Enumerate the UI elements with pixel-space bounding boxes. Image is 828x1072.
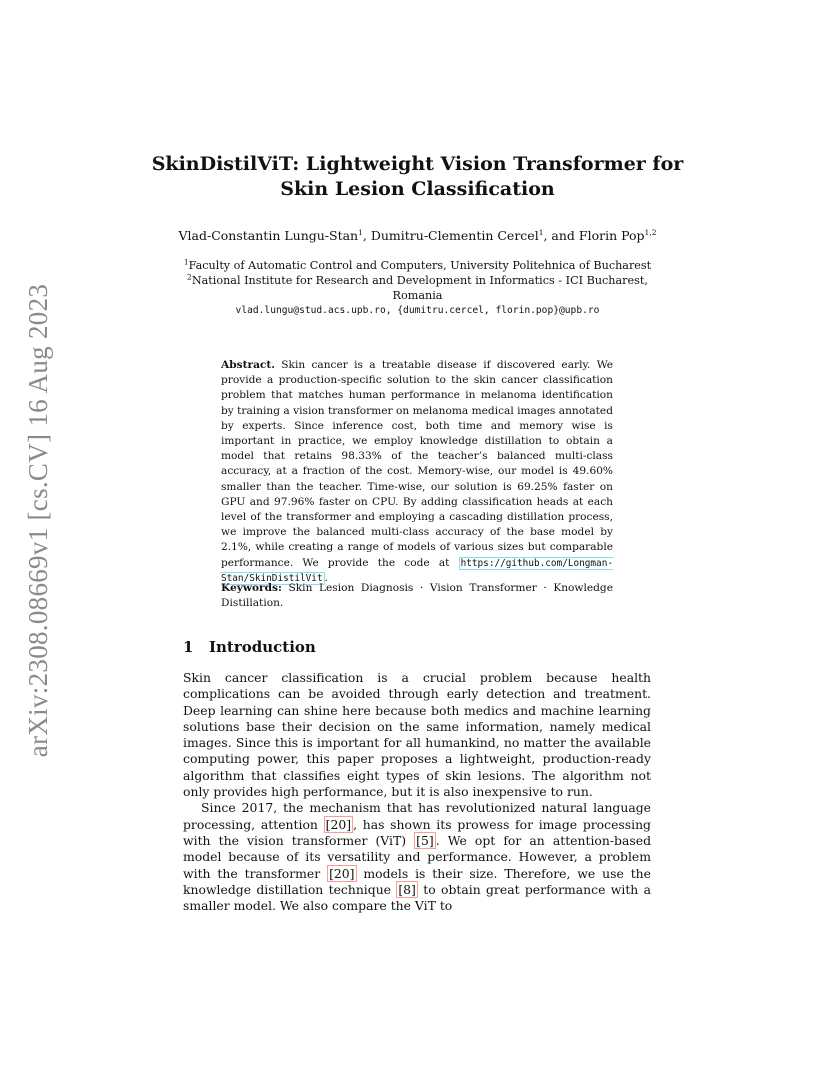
keywords-label: Keywords: xyxy=(221,582,282,594)
intro-paragraph-2 xyxy=(183,800,651,914)
author-3-affil: 1,2 xyxy=(644,227,657,237)
intro-paragraph-1: Skin cancer classification is a crucial problem because health complications can be avoided through early detection and treatment. Deep learning can shine here because both medics and machine learning solutions base their decision on the same information, namely medical images. Since this is important for all humankind, no matter the available computing power, this paper proposes a lightweight, production-ready algorithm that classifies eight types of skin lesions. The algorithm not only provides high performance, but it is also inexpensive to run. xyxy=(183,670,651,800)
arxiv-identifier-text: arXiv:2308.08669v1 [cs.CV] 16 Aug 2023 xyxy=(23,283,54,757)
paper-title xyxy=(150,152,685,202)
author-3: Florin Pop xyxy=(578,228,645,243)
affiliation-1 xyxy=(150,258,685,273)
intro-p2-text: . We opt for an attention-based model because of its versatility and performance. However, a problem with the transformer xyxy=(183,832,651,881)
abstract xyxy=(221,358,613,586)
introduction-body xyxy=(183,670,651,914)
citation-link[interactable]: [5] xyxy=(416,832,434,848)
section-title: Introduction xyxy=(209,638,316,656)
intro-p2-text: , has shown its prowess for image processing with the vision transformer (ViT) xyxy=(183,816,651,848)
citation-link[interactable]: [20] xyxy=(325,816,352,832)
author-emails: vlad.lungu@stud.acs.upb.ro, {dumitru.cercel, florin.pop}@upb.ro xyxy=(235,305,600,316)
author-2: Dumitru-Clementin Cercel xyxy=(370,228,539,243)
keywords-text: Skin Lesion Diagnosis · Vision Transformer · Knowledge Distillation. xyxy=(221,582,613,610)
citation-link[interactable]: [20] xyxy=(329,865,355,881)
affiliation-1-text: Faculty of Automatic Control and Computers, University Politehnica of Bucharest xyxy=(188,259,652,272)
intro-p2-text: models is their size. Therefore, we use the knowledge distillation technique xyxy=(183,865,651,897)
title-line-2: Skin Lesion Classification xyxy=(280,178,555,200)
section-number: 1 xyxy=(183,638,194,656)
author-separator: , and xyxy=(543,228,579,243)
section-heading xyxy=(183,638,316,656)
affiliation-2-text: National Institute for Research and Development in Informatics - ICI Bucharest, xyxy=(191,274,648,287)
author-list xyxy=(150,228,685,244)
abstract-end: . xyxy=(324,571,328,584)
intro-p2-text: to obtain great performance with a smaller model. We also compare the ViT to xyxy=(183,881,651,914)
affiliation-2-continued: Romania xyxy=(392,289,443,302)
intro-p2-text: Since 2017, the mechanism that has revolutionized natural language processing, attention xyxy=(183,800,651,832)
abstract-label: Abstract. xyxy=(221,359,275,371)
author-2-affil: 1 xyxy=(538,227,544,237)
author-1-affil: 1 xyxy=(358,227,363,237)
author-separator: , xyxy=(362,228,371,243)
affiliation-2 xyxy=(150,273,685,288)
abstract-text: Skin cancer is a treatable disease if discovered early. We provide a production-specific solution to the skin cancer classification problem that matches human performance in melanoma identification by training a vision transformer on melanoma medical images annotated by experts. Since inference cost, both time and memory wise is important in practice, we employ knowledge distillation to obtain a model that retains 98.33% of the teacher’s balanced multi-class accuracy, at a fraction of the cost. Memory-wise, our model is 49.60% smaller than the teacher. Time-wise, our solution is 69.25% faster on GPU and 97.96% faster on CPU. By adding classification heads at each level of the transformer and employing a cascading distillation process, we improve the balanced multi-class accuracy of the base model by 2.1%, while creating a range of models of various sizes but comparable performance. We provide the code at xyxy=(221,359,613,569)
keywords xyxy=(221,581,613,611)
author-1: Vlad-Constantin Lungu-Stan xyxy=(178,228,359,243)
affiliation-2-mark: 2 xyxy=(187,272,192,282)
affiliation-1-mark: 1 xyxy=(183,257,189,267)
citation-link[interactable]: [8] xyxy=(398,881,416,897)
arxiv-identifier xyxy=(18,280,60,760)
affiliations xyxy=(150,258,685,318)
code-repository-link[interactable]: https://github.com/Longman-Stan/SkinDistilVit xyxy=(221,557,613,584)
title-line-1: SkinDistilViT: Lightweight Vision Transformer for xyxy=(151,153,684,175)
